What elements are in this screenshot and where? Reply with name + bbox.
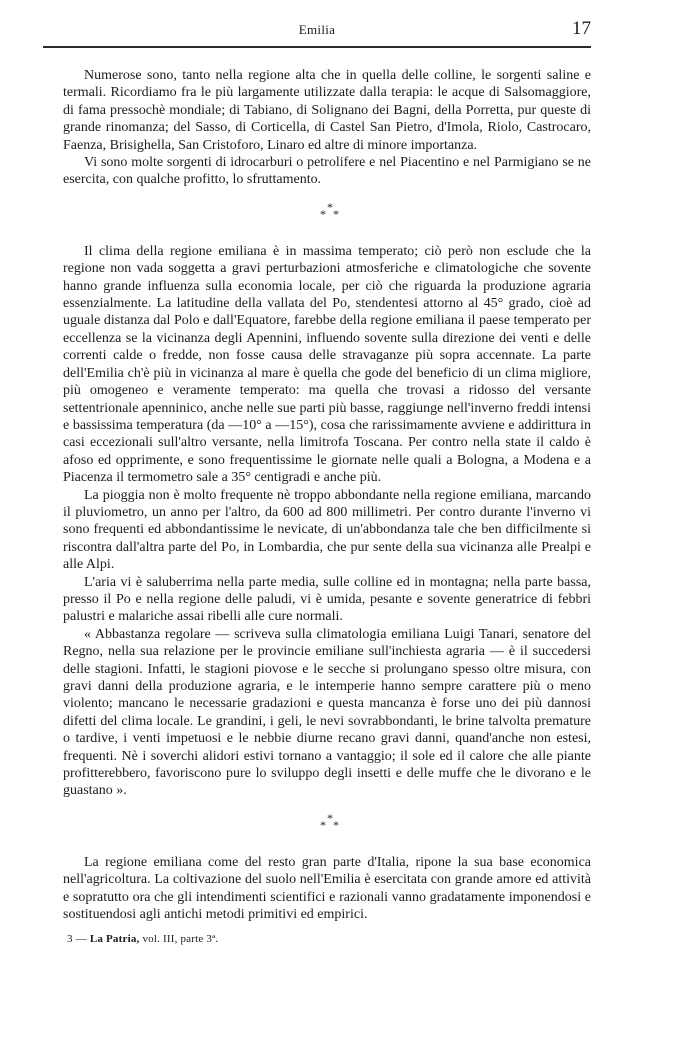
asterism-star: * [333, 206, 339, 221]
asterism-star: * [327, 810, 333, 825]
asterism-star: * [333, 817, 339, 832]
signature-footnote [67, 933, 218, 945]
body-text [63, 67, 591, 923]
running-header [43, 18, 591, 42]
header-rule [43, 46, 591, 48]
paragraph-hydrocarbons: Vi sono molte sorgenti di idrocarburi o petrolifere e nel Piacentino e nel Parmigiano se ne esercita, con qualche profitto, lo sfruttamento. [63, 155, 591, 188]
paragraph-springs: Numerose sono, tanto nella regione alta che in quella delle colline, le sorgenti saline e termali. Ricordiamo fra le più largamente utilizzate dalla terapia: le acque di Salsomaggiore, di fama pressochè mondiale; di Tabiano, di Solignano dei Bagni, della Porretta, pur queste di grande rinomanza; del Sasso, di Corticella, di Castel San Pietro, d'Imola, Riolo, Castrocaro, Faenza, Brisighella, San Cristoforo, Linaro ed altre di minore importanza. [63, 68, 591, 153]
signature-number: 3 — [67, 933, 87, 945]
section-break-asterism [63, 800, 591, 854]
asterism-star: * [320, 206, 326, 221]
running-title: Emilia [298, 22, 336, 37]
section-break-asterism [63, 189, 591, 243]
paragraph-quotation: « Abbastanza regolare — scriveva sulla climatologia emiliana Luigi Tanari, senatore del Regno, nella sua relazione per le provincie emiliane sull'inchiesta agraria — è il succedersi delle stagioni. Infatti, le stagioni piovose e le secche si prolungano spesso oltre misura, con gravi danni della produzione agraria, e le intemperie hanno sempre carattere più o meno violento; mancano le necessarie gradazioni e questa mancanza è forse uno dei più dannosi difetti del clima locale. Le grandini, i geli, le nevi sovrabbondanti, le brine talvolta premature o tardive, i venti impetuosi e le nebbie diurne recano gravi danni, quand'anche non estesi, frequenti. Nè i soverchi alidori estivi tornano a vantaggio; il sole ed il calore che alle piante profitterebbero, favoriscono pure lo sviluppo degli insetti e delle muffe che le divorano e le guastano ». [63, 626, 591, 799]
paragraph-agriculture: La regione emiliana come del resto gran parte d'Italia, ripone la sua base economica nell'agricoltura. La coltivazione del suolo nell'Emilia è esercitata con grande amore ed attività e sopratutto ora che gli intendimenti scientifici e razionali vanno gradatamente imponendosi e sostituendosi agli antichi metodi primitivi ed empirici. [63, 854, 591, 923]
paragraph-rain: La pioggia non è molto frequente nè troppo abbondante nella regione emiliana, marcando il pluviometro, un anno per l'altro, da 600 ad 800 millimetri. Per contro durante l'inverno vi sono frequenti ed abbondantissime le nevicate, di un'abbondanza tale che ben difficilmente si riscontra dall'altra parte del Po, in Lombardia, che pur sente della sua vicinanza alle Prealpi e alle Alpi. [63, 487, 591, 573]
asterism-star: * [320, 817, 326, 832]
book-page [43, 0, 591, 1064]
asterism-star: * [327, 199, 333, 214]
work-title: La Patria, [89, 933, 140, 945]
paragraph-climate: Il clima della regione emiliana è in massima temperato; ciò però non esclude che la regione non vada soggetta a gravi perturbazioni atmosferiche e climatologiche che sovente hanno grande influenza sulla economia locale, per ciò che riguarda la produzione agraria essenzialmente. La latitudine della vallata del Po, stendentesi attorno al 45° grado, cioè ad uguale distanza dal Polo e dall'Equatore, farebbe della regione emiliana il paese temperato per eccellenza se la vicinanza degli Apennini, influendo sovente sulla direzione dei venti e delle correnti calde o fredde, non fosse causa delle stravaganze più sopra accennate. La parte dell'Emilia ch'è più in vicinanza al mare è quella che gode del beneficio di un clima migliore, più omogeneo e veramente temperato: ma quella che trovasi a ridosso del versante settentrionale apenninico, anche nelle sue parti più basse, raggiunge nell'inverno freddi intensi e bassissima temperatura (da —10° a —15°), cosa che rarissimamente avviene e addirittura in casi eccezionali sull'altro versante, nella limitrofa Toscana. Per contro nella state il caldo è afoso ed opprimente, e sono frequentissime le giornate nelle quali a Bologna, a Modena e a Piacenza il termometro sale a 35° centigradi e anche più. [63, 243, 591, 486]
page-number: 17 [572, 18, 591, 39]
paragraph-air: L'aria vi è saluberrima nella parte media, sulle colline ed in montagna; nella parte bassa, presso il Po e nella regione delle paludi, vi è umida, pesante e sovente generatrice di febbri palustri e malariche assai ribelli alle cure normali. [63, 574, 591, 625]
volume-details: vol. III, parte 3ª. [142, 933, 219, 945]
